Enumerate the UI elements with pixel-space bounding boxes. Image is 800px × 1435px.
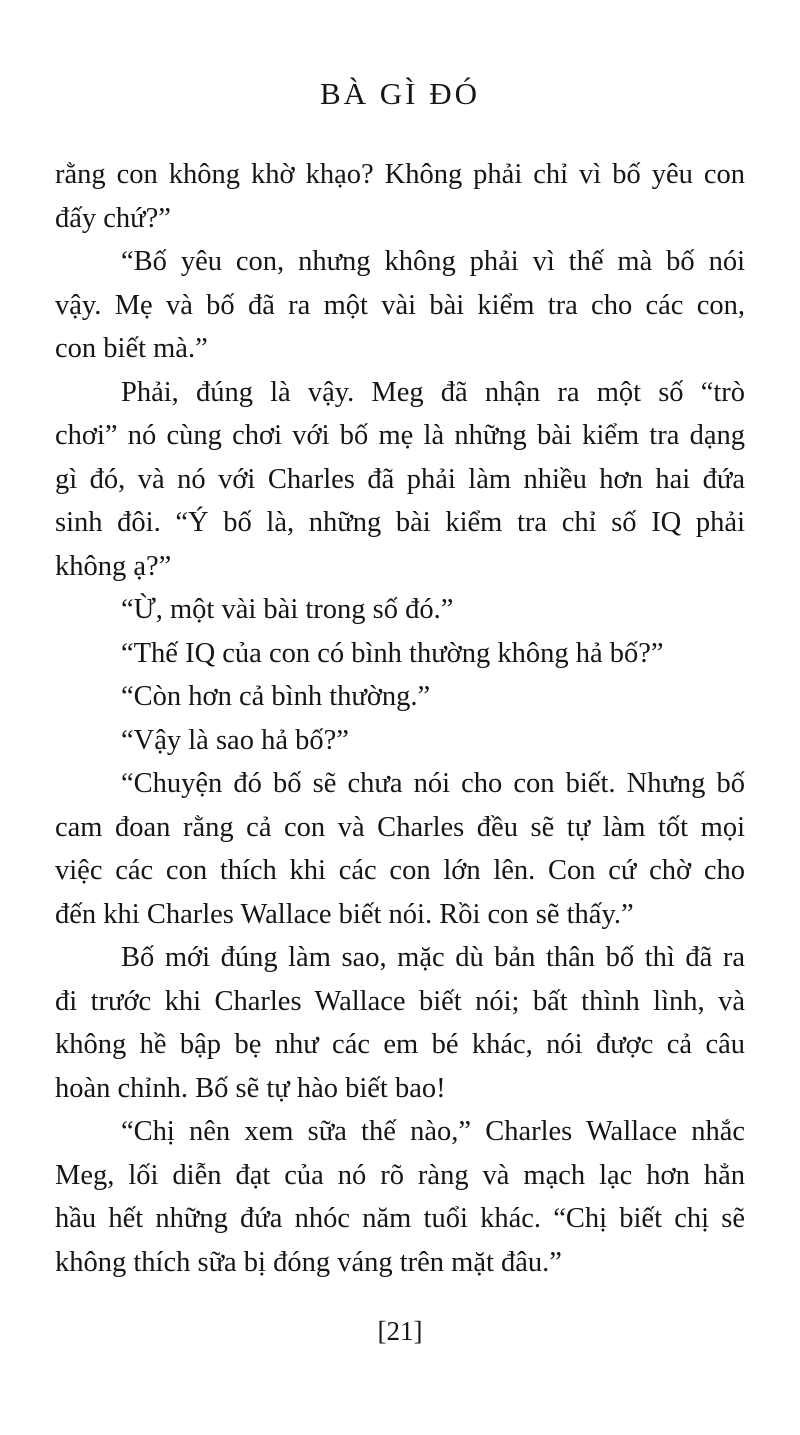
body-text (55, 153, 745, 1284)
text-line: đi trước khi Charles Wallace biết nói; bất thình lình, và (55, 985, 745, 1017)
text-line: gì đó, và nó với Charles đã phải làm nhiều hơn hai đứa (55, 463, 745, 495)
text-line: chơi” nó cùng chơi với bố mẹ là những bài kiểm tra dạng (55, 420, 745, 451)
text-line: “Chuyện đó bố sẽ chưa nói cho con biết. Nhưng bố (121, 768, 745, 799)
text-line: “Còn hơn cả bình thường.” (121, 681, 431, 712)
text-line: “Bố yêu con, nhưng không phải vì thế mà bố nói (121, 246, 745, 277)
text-line: “Chị nên xem sữa thế nào,” Charles Wallace nhắc (121, 1116, 745, 1147)
text-line: “Thế IQ của con có bình thường không hả bố?” (121, 637, 664, 669)
text-line: đấy chứ?” (55, 202, 171, 234)
text-line: “Vậy là sao hả bố?” (121, 724, 349, 756)
text-line: không thích sữa bị đóng váng trên mặt đâu.” (55, 1246, 562, 1278)
text-line: Phải, đúng là vậy. Meg đã nhận ra một số “trò (121, 376, 745, 408)
page-number: [21] (377, 1316, 423, 1346)
text-line: “Ừ, một vài bài trong số đó.” (121, 594, 454, 625)
text-line: đến khi Charles Wallace biết nói. Rồi con sẽ thấy.” (55, 898, 634, 930)
text-line: sinh đôi. “Ý bố là, những bài kiểm tra chỉ số IQ phải (55, 507, 745, 538)
text-line: Bố mới đúng làm sao, mặc dù bản thân bố thì đã ra (121, 942, 745, 973)
text-line: không hề bập bẹ như các em bé khác, nói được cả câu (55, 1029, 745, 1060)
text-line: hầu hết những đứa nhóc năm tuổi khác. “Chị biết chị sẽ (55, 1203, 745, 1234)
text-line: vậy. Mẹ và bố đã ra một vài bài kiểm tra cho các con, (55, 289, 745, 321)
chapter-title: BÀ GÌ ĐÓ (319, 76, 481, 111)
text-line: cam đoan rằng cả con và Charles đều sẽ tự làm tốt mọi (55, 811, 745, 843)
text-line: con biết mà.” (55, 333, 208, 364)
text-line: rằng con không khờ khạo? Không phải chỉ vì bố yêu con (55, 159, 745, 190)
text-line: hoàn chỉnh. Bố sẽ tự hào biết bao! (55, 1072, 446, 1104)
text-line: không ạ?” (55, 550, 172, 582)
text-line: Meg, lối diễn đạt của nó rõ ràng và mạch lạc hơn hẳn (55, 1159, 745, 1191)
text-line: việc các con thích khi các con lớn lên. Con cứ chờ cho (55, 855, 745, 886)
